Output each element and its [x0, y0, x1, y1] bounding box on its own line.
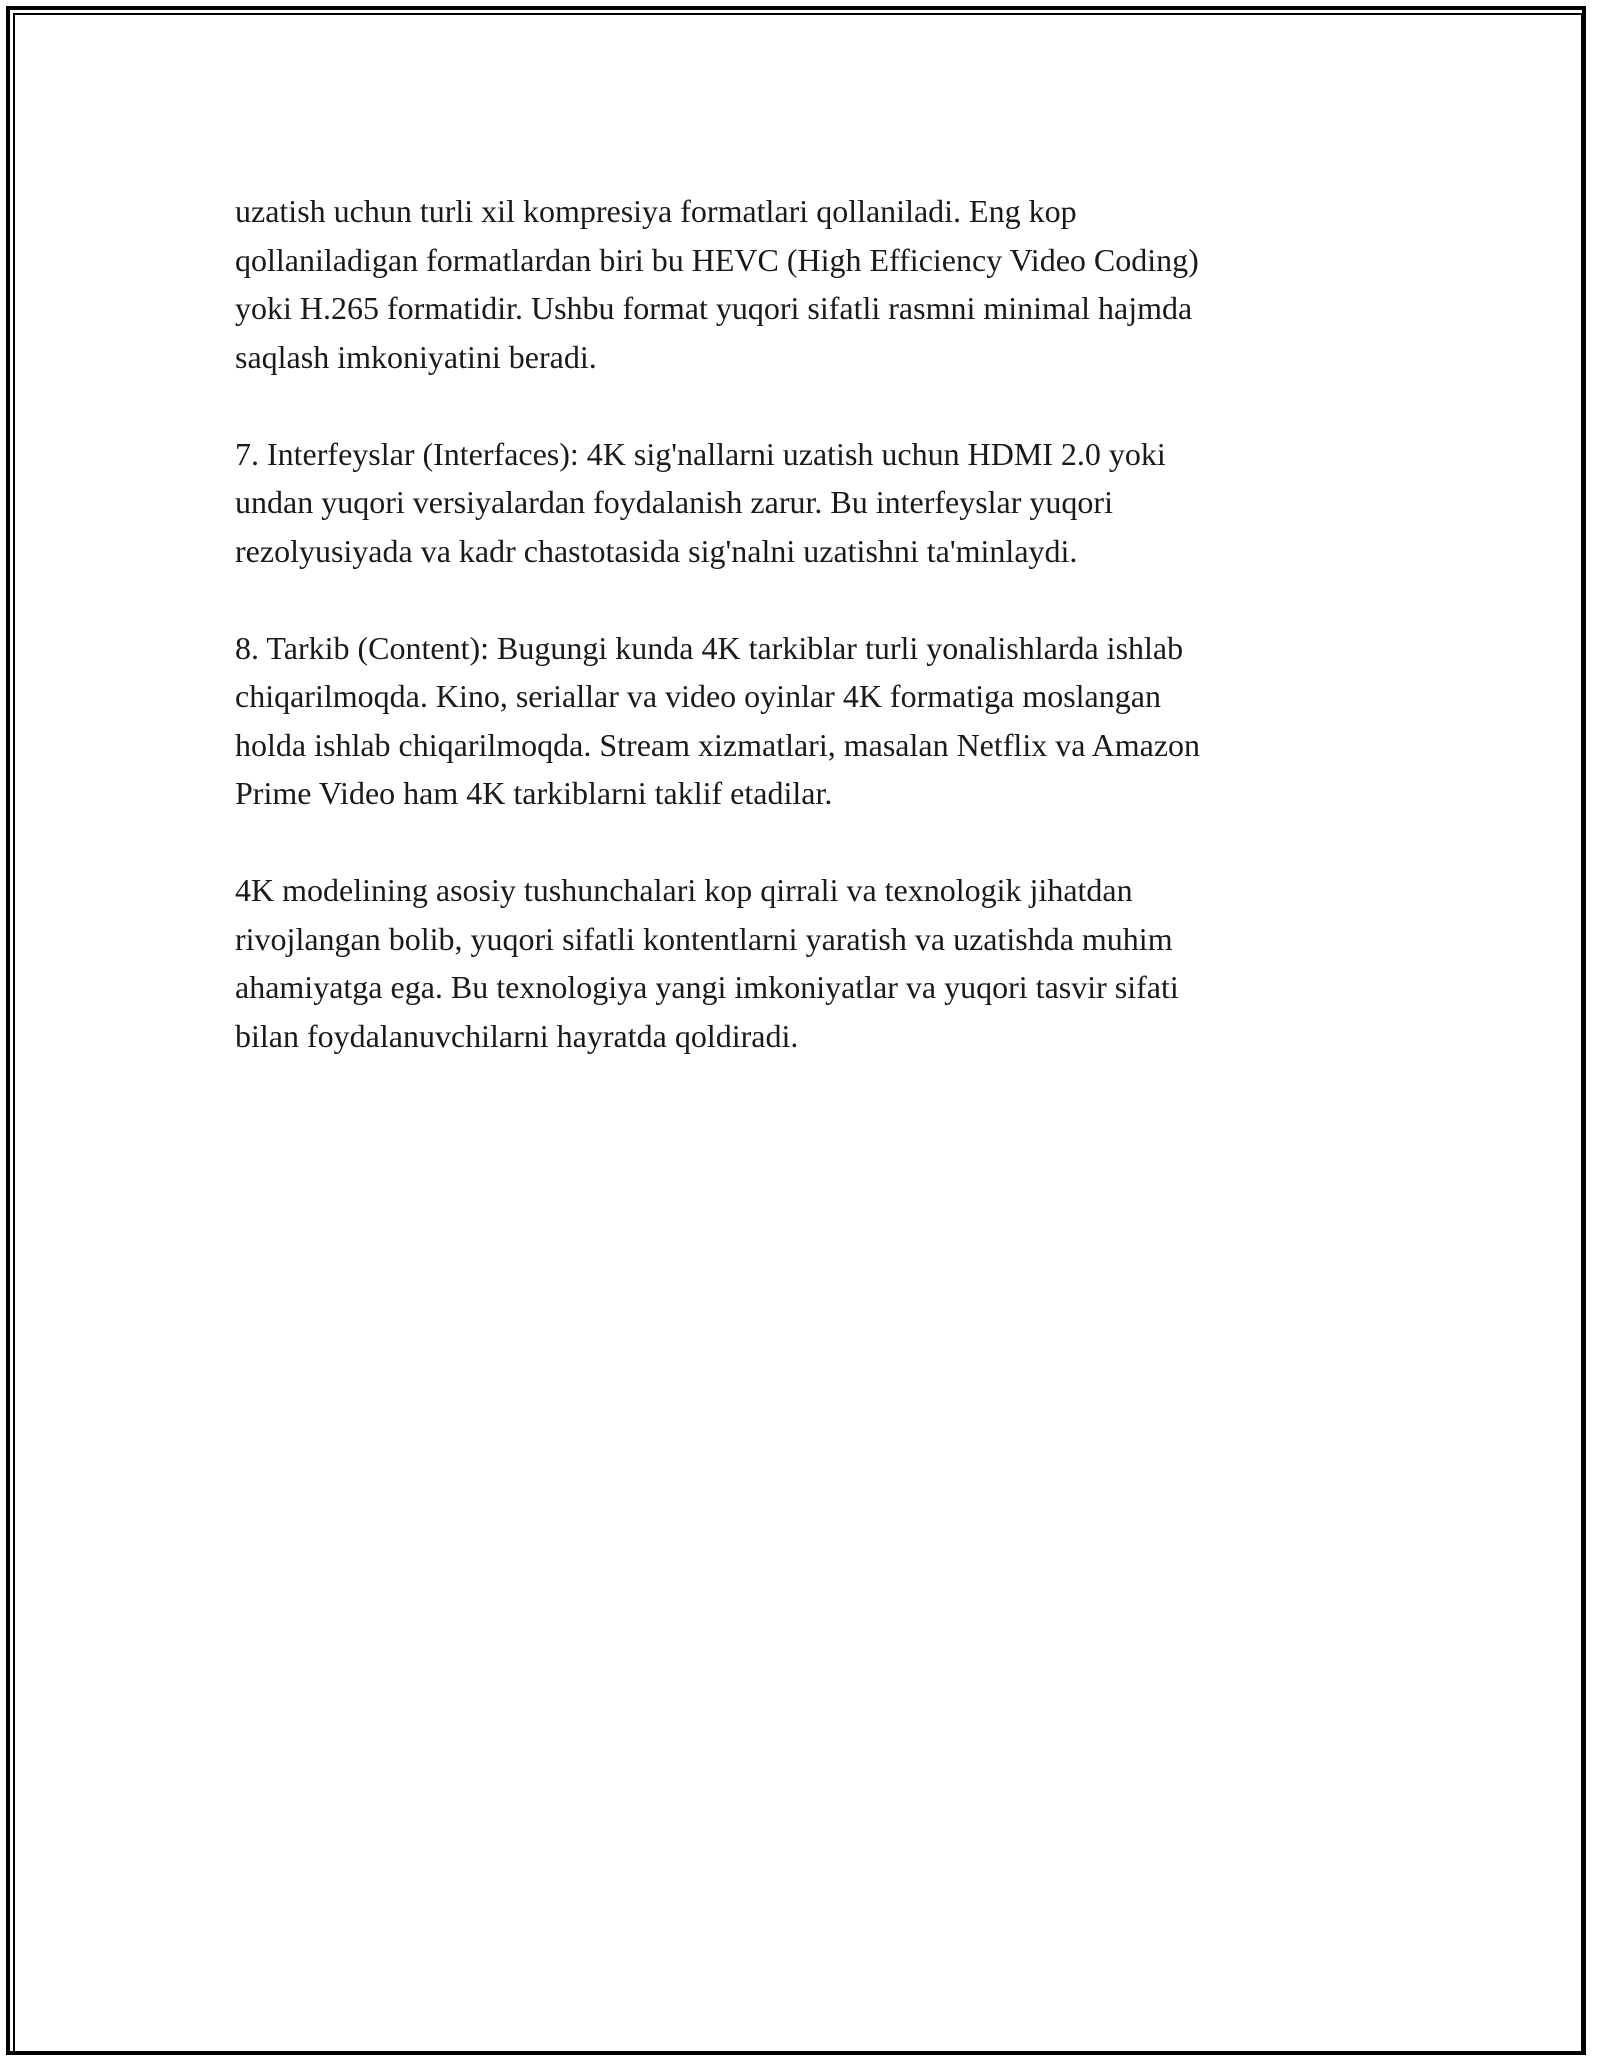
text-line: 7. Interfeyslar (Interfaces): 4K sig'nallarni uzatish uchun HDMI 2.0 yoki: [235, 435, 1166, 472]
text-line: 4K modelining asosiy tushunchalari kop qirrali va texnologik jihatdan: [235, 872, 1133, 908]
paragraph-conclusion: [235, 866, 1365, 1060]
paragraph-interfaces: [235, 430, 1365, 576]
text-line: saqlash imkoniyatini beradi.: [235, 338, 597, 375]
text-line: yoki H.265 formatidir. Ushbu format yuqori sifatli rasmni minimal hajmda: [235, 290, 1193, 326]
text-line: rivojlangan bolib, yuqori sifatli kontentlarni yaratish va uzatishda muhim: [235, 920, 1173, 957]
text-line: bilan foydalanuvchilarni hayratda qoldiradi.: [235, 1017, 799, 1054]
paragraph-compression: [235, 187, 1365, 381]
paragraph-content: [235, 624, 1365, 818]
text-line: Prime Video ham 4K tarkiblarni taklif etadilar.: [235, 775, 833, 811]
document-body: [235, 187, 1365, 1109]
text-line: qollaniladigan formatlardan biri bu HEVC (High Efficiency Video Coding): [235, 241, 1199, 278]
text-line: 8. Tarkib (Content): Bugungi kunda 4K tarkiblar turli yonalishlarda ishlab: [235, 629, 1184, 666]
text-line: ahamiyatga ega. Bu texnologiya yangi imkoniyatlar va yuqori tasvir sifati: [235, 969, 1179, 1005]
text-line: undan yuqori versiyalardan foydalanish zarur. Bu interfeyslar yuqori: [235, 484, 1113, 520]
text-line: uzatish uchun turli xil kompresiya formatlari qollaniladi. Eng kop: [235, 193, 1077, 229]
text-line: chiqarilmoqda. Kino, seriallar va video oyinlar 4K formatiga moslangan: [235, 678, 1161, 714]
text-line: rezolyusiyada va kadr chastotasida sig'nalni uzatishni ta'minlaydi.: [235, 532, 1078, 569]
text-line: holda ishlab chiqarilmoqda. Stream xizmatlari, masalan Netflix va Amazon: [235, 726, 1201, 763]
